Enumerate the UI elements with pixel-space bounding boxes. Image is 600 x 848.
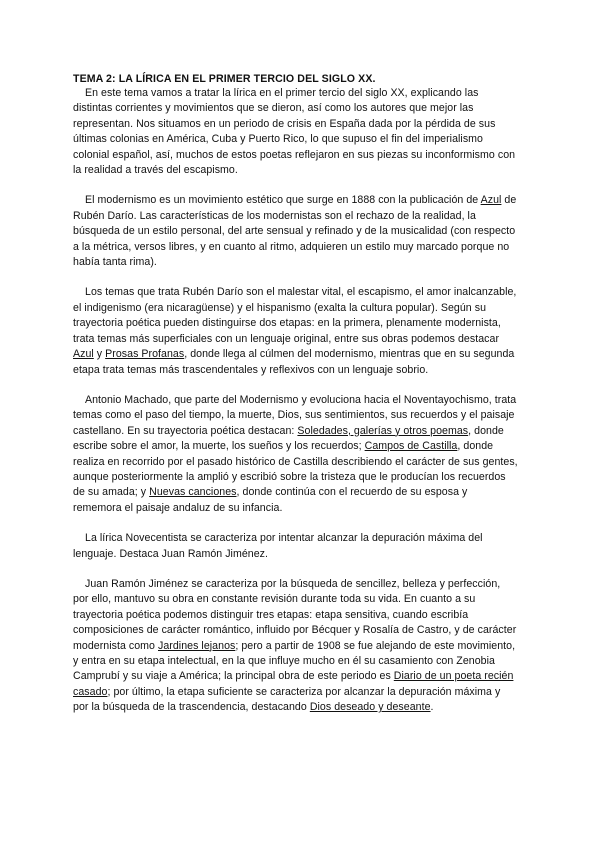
paragraph-text: y bbox=[93, 348, 106, 361]
paragraph bbox=[73, 86, 518, 178]
work-title: Azul bbox=[480, 194, 502, 207]
work-title: Campos de Castilla bbox=[364, 440, 458, 453]
paragraph-text: . bbox=[430, 701, 434, 714]
paragraph-text: Antonio Machado, que parte del Modernismo y evoluciona hacia el Noventayochismo, trata temas como el paso del tiempo, la muerte, Dios, sus sentimientos, sus recuerdos y el paisaje castellano. En su trayectoria poética destacan: bbox=[73, 393, 517, 437]
paragraph-text: , donde llega al cúlmen del modernismo, mientras que en su segunda etapa trata temas más trascendentales y reflexivos con un lenguaje sobrio. bbox=[73, 348, 515, 376]
work-title: Dios deseado y deseante bbox=[309, 701, 431, 714]
paragraph-text: El modernismo es un movimiento estético que surge en 1888 con la publicación de bbox=[85, 194, 481, 207]
paragraph-text: , donde continúa con el recuerdo de su esposa y rememora el paisaje andaluz de su infancia. bbox=[73, 486, 468, 514]
work-title: Soledades, galerías y otros poemas bbox=[297, 424, 469, 437]
paragraph-text: Los temas que trata Rubén Darío son el malestar vital, el escapismo, el amor inalcanzable, el indigenismo (era nicaragüense) y el hispanismo (exalta la cultura popular). Según su trayectoria poética pueden distinguirse dos etapas: en la primera, plenamente modernista, trata temas más superficiales con un lenguaje original, entre sus obras podemos destacar bbox=[73, 286, 517, 345]
paragraph bbox=[73, 531, 518, 562]
work-title: Nuevas canciones bbox=[149, 486, 237, 499]
paragraph-text: ; pero a partir de 1908 se fue alejando de este movimiento, y entra en su etapa intelectual, en la que influye mucho en él su casamiento con Zenobia Camprubí y su viaje a América; la principal obra de este periodo es bbox=[73, 639, 516, 683]
paragraph bbox=[73, 193, 518, 270]
paragraph-text: Juan Ramón Jiménez se caracteriza por la búsqueda de sencillez, belleza y perfección, por ello, mantuvo su obra en constante revisión durante toda su vida. En cuanto a su trayectoria poética podemos distinguir tres etapas: etapa sensitiva, cuando escribía composiciones de carácter romántico, influido por Bécquer y Rosalía de Castro, y de carácter modernista como bbox=[73, 577, 517, 652]
paragraph-text: , donde escribe sobre el amor, la muerte, los sueños y los recuerdos; bbox=[73, 424, 504, 453]
work-title: Prosas Profanas bbox=[105, 348, 185, 361]
work-title: Diario de un poeta recién casado bbox=[73, 670, 514, 698]
paragraph-text: , donde realiza en recorrido por el pasado histórico de Castilla describiendo el carácter de sus gentes, aunque posteriormente la amplió y escribió sobre la tristeza que le producían los recuerdos de su amada; y bbox=[73, 440, 518, 499]
paragraph bbox=[73, 577, 518, 716]
paragraph bbox=[73, 285, 518, 377]
paragraph-text: En este tema vamos a tratar la lírica en el primer tercio del siglo XX, explicando las distintas corrientes y movimientos que se dieron, así como los autores que mejor las representan. Nos situamos en un periodo de crisis en España dada por la pérdida de sus últimas colonias en América, Cuba y Puerto Rico, lo que supuso el fin del imperialismo colonial español, así, muchos de estos poetas reflejaron en sus piezas su inconformismo con la realidad a través del escapismo. bbox=[73, 87, 516, 177]
paragraph-text: La lírica Novecentista se caracteriza por intentar alcanzar la depuración máxima del lenguaje. Destaca Juan Ramón Jiménez. bbox=[73, 532, 483, 560]
paragraph-text: de Rubén Darío. Las características de los modernistas son el rechazo de la realidad, la búsqueda de un estilo personal, del arte sensual y refinado y de la musicalidad (con respecto a la métrica, versos libres, y en cuanto al ritmo, adquieren un estilo muy marcado porque no había tanta rima). bbox=[73, 194, 517, 269]
document-title: TEMA 2: LA LÍRICA EN EL PRIMER TERCIO DEL SIGLO XX. bbox=[73, 73, 376, 85]
paragraph-text: ; por último, la etapa suficiente se caracteriza por alcanzar la depuración máxima y por la búsqueda de la trascendencia, destacando bbox=[73, 685, 501, 714]
document-body bbox=[73, 86, 518, 716]
work-title: Azul bbox=[73, 348, 94, 361]
work-title: Jardines lejanos bbox=[158, 639, 236, 652]
paragraph bbox=[73, 393, 518, 516]
